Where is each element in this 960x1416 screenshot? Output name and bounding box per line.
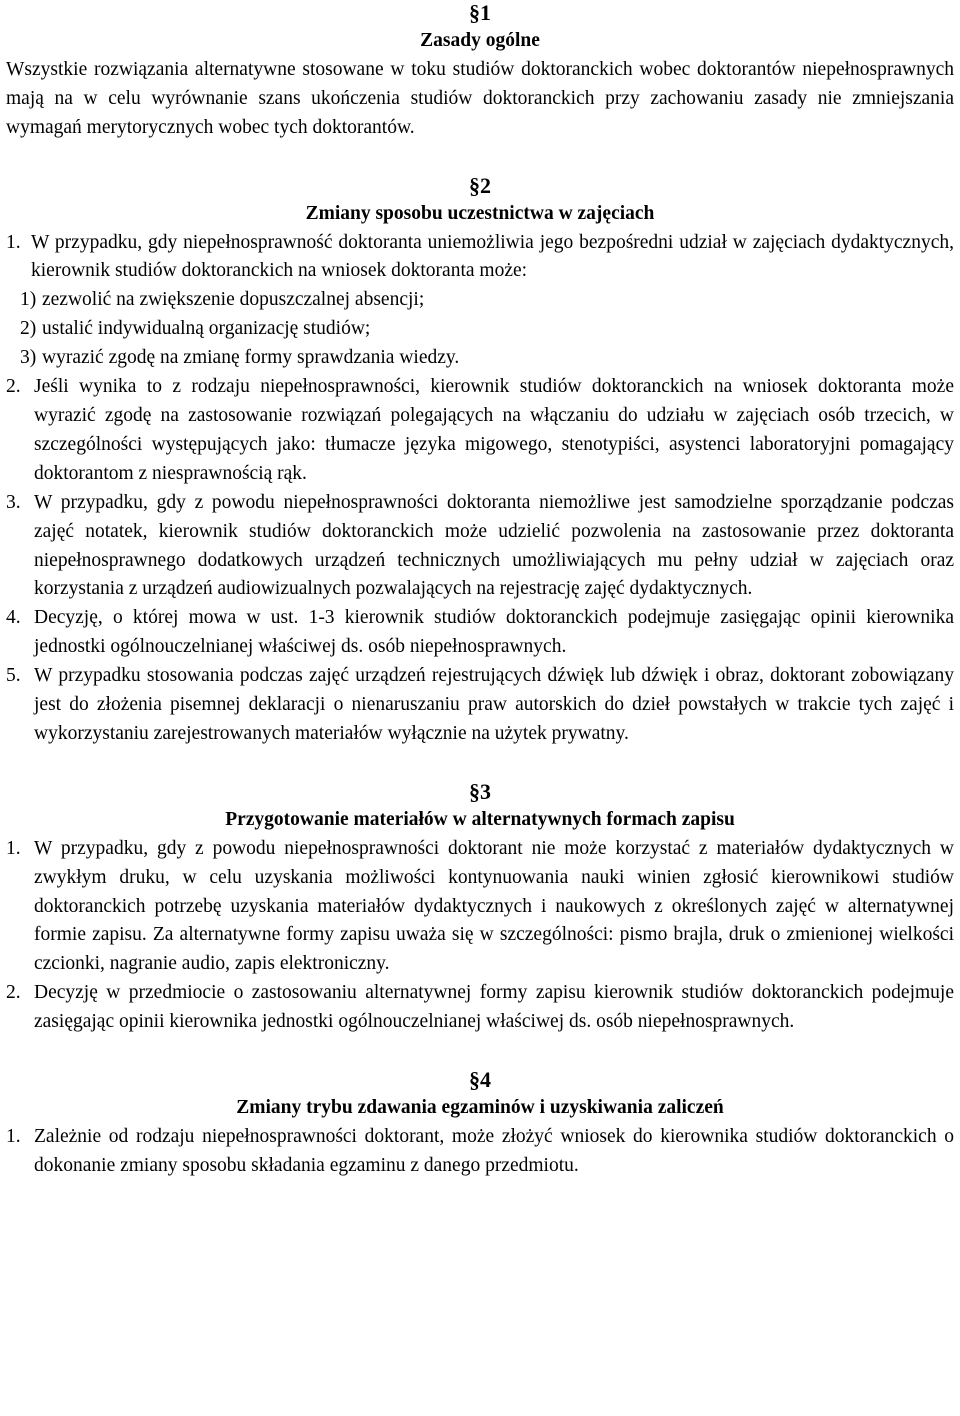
item-number: 1. (6, 231, 21, 253)
item-number: 2. (6, 376, 21, 398)
section-4 (6, 1065, 954, 1181)
item-text: Zależnie od rodzaju niepełnosprawności doktorant, może złożyć wniosek do kierownika studiów doktoranckich o dokonanie zmiany sposobu składania egzaminu z danego przedmiotu. (34, 1126, 954, 1176)
list-item (6, 373, 954, 489)
sub-item-number: 2) (20, 318, 37, 340)
item-text: Jeśli wynika to z rodzaju niepełnosprawności, kierownik studiów doktoranckich na wniosek doktoranta może wyrazić zgodę na zastosowanie rozwiązań polegających na włączaniu do udziału w zajęciach osób trzecich, w szczególności występujących jako: tłumacze języka migowego, stenotypiści, asystenci laboratoryjni pomagający doktorantom z niesprawnością rąk. (34, 376, 954, 484)
item-number: 1. (6, 837, 21, 859)
list-item (6, 229, 954, 287)
section-number: §4 (469, 1067, 491, 1093)
section-number: §1 (469, 0, 491, 25)
item-text: Decyzję w przedmiocie o zastosowaniu alternatywnej formy zapisu kierownik studiów doktoranckich podejmuje zasięgając opinii kierownika jednostki ogólnouczelnianej właściwej ds. osób niepełnosprawnych. (34, 982, 954, 1033)
section-title: Przygotowanie materiałów w alternatywnych formach zapisu (225, 808, 735, 830)
section-2 (6, 171, 954, 749)
list-item (6, 1123, 954, 1181)
item-text: Decyzję, o której mowa w ust. 1-3 kierownik studiów doktoranckich podejmuje zasięgając opinii kierownika jednostki ogólnouczelnianej właściwej ds. osób niepełnosprawnych. (34, 607, 954, 658)
section-title: Zmiany trybu zdawania egzaminów i uzyskiwania zaliczeń (236, 1097, 724, 1119)
section-number: §2 (469, 172, 491, 198)
section-title: Zmiany sposobu uczestnictwa w zajęciach (305, 202, 655, 224)
list-item (6, 835, 954, 980)
item-number: 2. (6, 982, 21, 1004)
section-number: §3 (469, 778, 491, 804)
section-1 (6, 0, 954, 143)
item-number: 5. (6, 665, 21, 687)
item-text: W przypadku stosowania podczas zajęć urządzeń rejestrujących dźwięk lub dźwięk i obraz, doktorant zobowiązany jest do złożenia pisemnej deklaracji o nienaruszaniu praw autorskich do dzieł powstałych w trakcie tych zajęć i wykorzystaniu zarejestrowanych materiałów wyłącznie na użytek prywatny. (34, 665, 954, 744)
section-paragraph: Wszystkie rozwiązania alternatywne stosowane w toku studiów doktoranckich wobec doktorantów niepełnosprawnych mają na w celu wyrównanie szans ukończenia studiów doktoranckich przy zachowaniu zasady nie zmniejszania wymagań merytorycznych wobec tych doktorantów. (6, 58, 954, 138)
sub-list-item (6, 344, 954, 373)
item-number: 3. (6, 491, 21, 513)
sub-item-text: ustalić indywidualną organizację studiów; (42, 318, 371, 340)
list-item (6, 489, 954, 605)
list-item (6, 604, 954, 662)
sub-item-text: zezwolić na zwiększenie dopuszczalnej absencji; (42, 289, 425, 311)
sub-item-number: 1) (20, 289, 37, 311)
item-text: W przypadku, gdy niepełnosprawność doktoranta uniemożliwia jego bezpośredni udział w zajęciach dydaktycznych, kierownik studiów doktoranckich na wniosek doktoranta może: (31, 231, 954, 282)
document-page (6, 0, 954, 1181)
item-text: W przypadku, gdy z powodu niepełnosprawności doktorant nie może korzystać z materiałów dydaktycznych w zwykłym druku, w celu uzyskania możliwości kontynuowania nauki winien zgłosić kierownikowi studiów doktoranckich potrzebę uzyskania materiałów dydaktycznych i naukowych z określonych zajęć w alternatywnej formie zapisu. Za alternatywne formy zapisu uważa się w szczególności: pismo brajla, druk o zmienionej wielkości czcionki, nagranie audio, zapis elektroniczny. (34, 837, 954, 975)
sub-item-text: wyrazić zgodę na zmianę formy sprawdzania wiedzy. (42, 347, 460, 369)
section-3 (6, 777, 954, 1037)
sub-list-item (6, 286, 954, 315)
list-item (6, 662, 954, 749)
section-title: Zasady ogólne (420, 30, 540, 51)
list-item (6, 979, 954, 1037)
item-number: 1. (6, 1126, 21, 1147)
item-text: W przypadku, gdy z powodu niepełnosprawności doktoranta niemożliwe jest samodzielne sporządzanie podczas zajęć notatek, kierownik studiów doktoranckich może udzielić pozwolenia na zastosowanie przez doktoranta niepełnosprawnego dodatkowych urządzeń technicznych umożliwiających mu pełny udział w zajęciach oraz korzystania z urządzeń audiowizualnych pozwalających na rejestrację zajęć dydaktycznych. (34, 491, 954, 600)
item-number: 4. (6, 607, 21, 629)
sub-item-number: 3) (20, 347, 37, 369)
sub-list-item (6, 315, 954, 344)
